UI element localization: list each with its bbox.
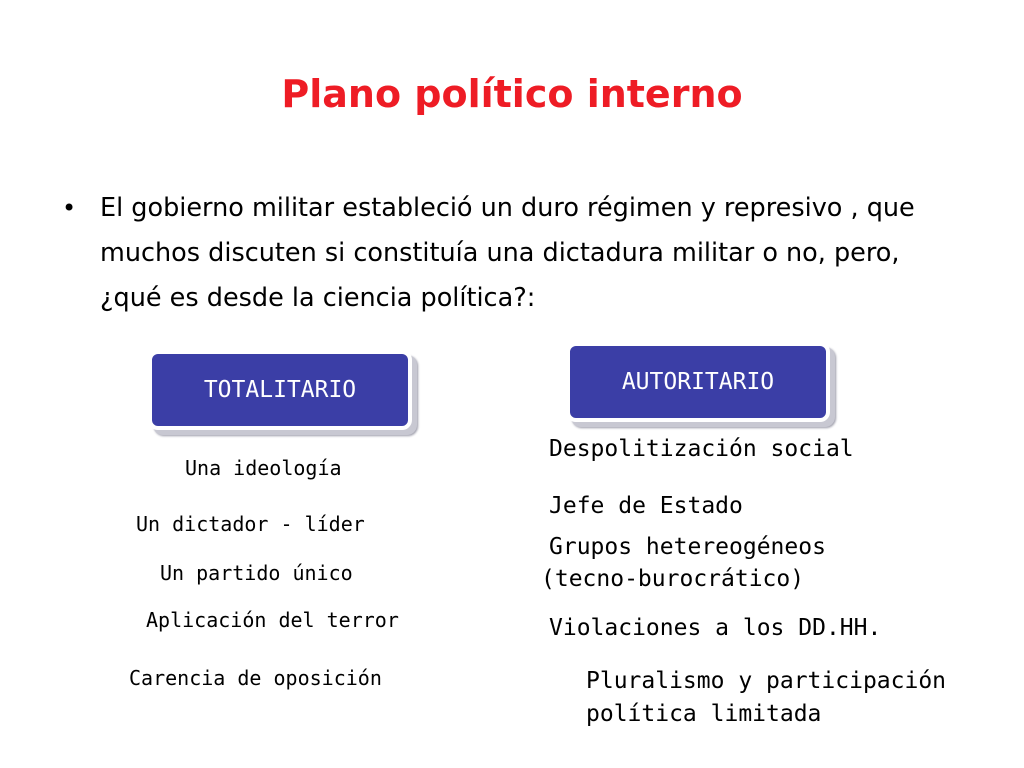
totalitario-item-ideologia: Una ideología (185, 456, 342, 480)
autoritario-item-despolitizacion: Despolitización social (549, 436, 854, 462)
totalitario-item-partido: Un partido único (160, 561, 353, 585)
bullet-paragraph (62, 186, 952, 321)
bullet-text: El gobierno militar estableció un duro régimen y represivo , que muchos discuten si constituía una dictadura militar o no, pero, ¿qué es desde la ciencia política?: (100, 193, 915, 313)
totalitario-item-terror: Aplicación del terror (146, 608, 399, 632)
autoritario-item-politica-limitada: política limitada (586, 701, 822, 727)
bullet-dot-icon: • (62, 194, 77, 222)
autoritario-item-pluralismo: Pluralismo y participación (586, 668, 947, 694)
totalitario-item-oposicion: Carencia de oposición (129, 666, 382, 690)
autoritario-item-tecno: (tecno-burocrático) (541, 566, 805, 592)
autoritario-item-grupos: Grupos hetereogéneos (549, 534, 826, 560)
totalitario-box: TOTALITARIO (148, 350, 412, 430)
autoritario-box: AUTORITARIO (566, 342, 830, 422)
totalitario-item-dictador: Un dictador - líder (136, 512, 365, 536)
autoritario-item-jefe-estado: Jefe de Estado (549, 493, 743, 519)
slide-title: Plano político interno (281, 72, 743, 116)
autoritario-item-violaciones: Violaciones a los DD.HH. (549, 615, 882, 641)
